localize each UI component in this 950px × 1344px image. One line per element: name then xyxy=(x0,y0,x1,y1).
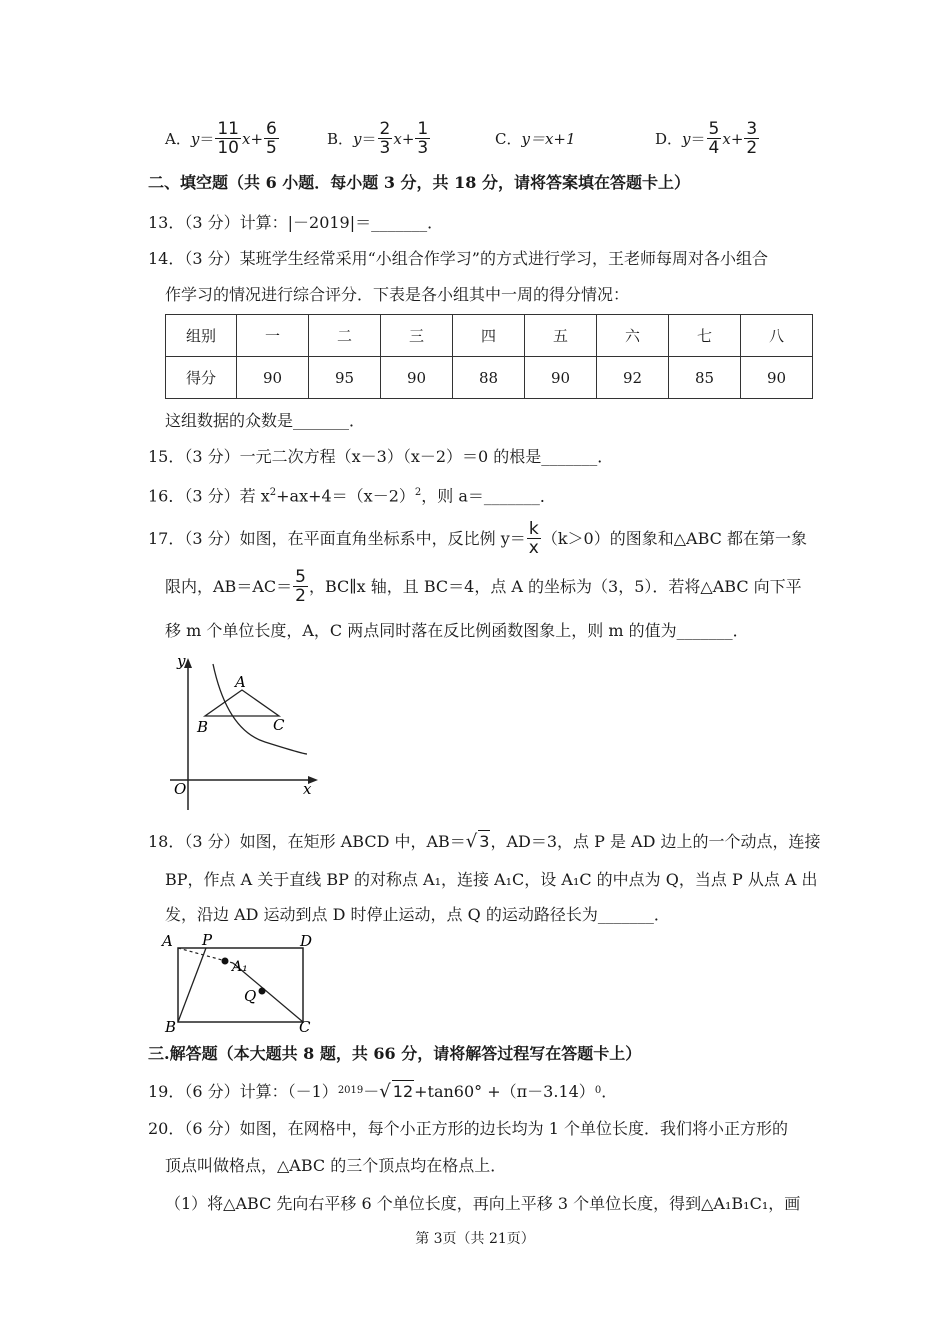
option-d-frac2: $\frac{3}{2}$ xyxy=(746,119,758,158)
option-b-frac1: $\frac{2}{3}$ xyxy=(379,119,391,158)
q18-radicand: 3 xyxy=(479,832,490,851)
q17-line2 xyxy=(165,568,802,605)
q17-l1b: （k＞0）的图象和△ABC 都在第一象 xyxy=(541,528,807,548)
option-d-eq: ＝ xyxy=(690,130,706,148)
table-row xyxy=(166,315,813,357)
hyperbola-curve xyxy=(213,664,307,754)
sqrt-symbol: √ xyxy=(379,1080,391,1102)
q17-l2a: 限内，AB＝AC＝ xyxy=(165,576,293,596)
fig18-label-a: A xyxy=(162,932,173,950)
option-c-expr: y＝x+1 xyxy=(521,130,576,148)
fig18-label-d: D xyxy=(300,932,313,950)
q19-radicand: 12 xyxy=(392,1082,414,1101)
q19-minus: － xyxy=(363,1081,380,1101)
point-a1 xyxy=(222,958,229,965)
fig18-label-q: Q xyxy=(244,987,257,1005)
option-a-frac1: $\frac{11}{10}$ xyxy=(217,119,239,158)
option-b-frac2: $\frac{1}{3}$ xyxy=(417,119,429,158)
q17-frac-kx: $\frac{k}{x}$ xyxy=(528,519,539,558)
q20-line1: 20．（6 分）如图，在网格中，每个小正方形的边长均为 1 个单位长度．我们将小正方形的 xyxy=(148,1119,788,1138)
option-a-y: y xyxy=(190,129,200,148)
q17-line3: 移 m 个单位长度，A，C 两点同时落在反比例函数图象上，则 m 的值为_______． xyxy=(165,621,749,640)
table-cell: 95 xyxy=(309,357,381,399)
score-table xyxy=(165,314,813,399)
table-cell: 85 xyxy=(669,357,741,399)
section-2-heading: 二、填空题（共 6 小题．每小题 3 分，共 18 分，请将答案填在答题卡上） xyxy=(148,173,690,192)
q19-mid: +tan60° +（π－3.14） xyxy=(414,1081,595,1101)
fig18-label-a1: A₁ xyxy=(232,959,248,975)
triangle-abc xyxy=(205,690,279,716)
q13-text: 13．（3 分）计算：|－2019|＝_______． xyxy=(148,213,444,232)
q14-line2: 作学习的情况进行综合评分．下表是各小组其中一周的得分情况： xyxy=(165,285,630,304)
q18-line3: 发，沿边 AD 运动到点 D 时停止运动，点 Q 的运动路径长为_______． xyxy=(165,905,670,924)
q18-line1 xyxy=(148,830,821,853)
table-cell: 92 xyxy=(597,357,669,399)
option-b-label: B． xyxy=(327,130,354,148)
option-a-eq: ＝ xyxy=(199,130,215,148)
q17-l1a: 17．（3 分）如图，在平面直角坐标系中，反比例 y＝ xyxy=(148,528,526,548)
table-cell: 八 xyxy=(741,315,813,357)
fig17-label-o: O xyxy=(174,780,187,798)
q17-l2b: ，BC∥x 轴，且 BC＝4，点 A 的坐标为（3，5）．若将△ABC 向下平 xyxy=(308,576,802,596)
q16-mid: +ax+4＝（x－2） xyxy=(276,486,415,506)
option-d xyxy=(655,120,760,157)
table-cell: 90 xyxy=(525,357,597,399)
q16-text xyxy=(148,482,556,507)
option-b xyxy=(327,120,431,157)
table-row xyxy=(166,357,813,399)
q20-line3: （1）将△ABC 先向右平移 6 个单位长度，再向上平移 3 个单位长度，得到△A₁B₁C₁，画 xyxy=(165,1194,801,1213)
fig17-label-a: A xyxy=(235,673,246,691)
q14-line1: 14．（3 分）某班学生经常采用“小组合作学习”的方式进行学习，王老师每周对各小组合 xyxy=(148,249,768,268)
table-cell: 90 xyxy=(741,357,813,399)
table-cell: 得分 xyxy=(166,357,237,399)
section-3-heading: 三.解答题（本大题共 8 题，共 66 分，请将解答过程写在答题卡上） xyxy=(148,1044,642,1063)
option-d-label: D． xyxy=(655,130,683,148)
segment-bp xyxy=(178,948,206,1022)
q19-text xyxy=(148,1080,617,1103)
table-cell: 五 xyxy=(525,315,597,357)
table-cell: 六 xyxy=(597,315,669,357)
q18-l1b: ，AD＝3，点 P 是 AD 边上的一个动点，连接 xyxy=(490,831,821,851)
q17-figure xyxy=(165,650,325,815)
table-cell: 组别 xyxy=(166,315,237,357)
q18-l1a: 18．（3 分）如图，在矩形 ABCD 中，AB＝ xyxy=(148,831,466,851)
q16-sup2: 2 xyxy=(414,487,422,498)
table-cell: 二 xyxy=(309,315,381,357)
q15-text: 15．（3 分）一元二次方程（x－3）（x－2）＝0 的根是_______． xyxy=(148,447,614,466)
option-d-x: x+ xyxy=(722,129,744,148)
q14-after: 这组数据的众数是_______． xyxy=(165,411,366,430)
option-b-x: x+ xyxy=(393,129,415,148)
q19-sup2: 0 xyxy=(594,1085,602,1096)
option-a xyxy=(165,120,280,157)
q19-pre: 19．（6 分）计算：（－1） xyxy=(148,1081,338,1101)
q19-post: ． xyxy=(601,1081,618,1101)
table-cell: 七 xyxy=(669,315,741,357)
table-cell: 四 xyxy=(453,315,525,357)
q18-figure xyxy=(160,930,325,1035)
fig18-label-p: P xyxy=(202,931,213,949)
option-b-eq: ＝ xyxy=(361,130,377,148)
fig17-label-c: C xyxy=(273,716,285,734)
fig17-label-x: x xyxy=(303,780,312,798)
table-cell: 88 xyxy=(453,357,525,399)
sqrt-symbol: √ xyxy=(465,830,478,852)
option-c xyxy=(495,128,576,149)
q16-post: ，则 a＝_______． xyxy=(421,486,556,506)
option-a-frac2: $\frac{6}{5}$ xyxy=(266,119,277,158)
fig18-label-b: B xyxy=(165,1018,177,1035)
option-b-y: y xyxy=(353,129,362,148)
option-a-x: x+ xyxy=(241,129,264,148)
point-q xyxy=(259,988,266,995)
table-cell: 一 xyxy=(237,315,309,357)
q17-line1 xyxy=(148,520,807,557)
fig17-label-b: B xyxy=(197,718,209,736)
table-cell: 90 xyxy=(381,357,453,399)
q16-sup1: 2 xyxy=(269,487,277,498)
q16-pre: 16．（3 分）若 x xyxy=(148,486,270,506)
option-d-frac1: $\frac{5}{4}$ xyxy=(708,119,720,158)
fig17-label-y: y xyxy=(177,652,186,670)
option-d-y: y xyxy=(682,129,691,148)
table-cell: 三 xyxy=(381,315,453,357)
table-cell: 90 xyxy=(237,357,309,399)
q19-sup1: 2019 xyxy=(337,1085,364,1096)
q20-line2: 顶点叫做格点，△ABC 的三个顶点均在格点上． xyxy=(165,1156,507,1175)
q17-frac-5-2: $\frac{5}{2}$ xyxy=(295,567,306,606)
q18-line2: BP，作点 A 关于直线 BP 的对称点 A₁，连接 A₁C，设 A₁C 的中点为 Q，当点 P 从点 A 出 xyxy=(165,870,818,889)
option-c-label: C． xyxy=(495,130,522,148)
option-a-label: A． xyxy=(165,130,191,148)
fig18-label-c: C xyxy=(299,1018,311,1035)
page-footer: 第 3页（共 21页） xyxy=(415,1231,535,1247)
